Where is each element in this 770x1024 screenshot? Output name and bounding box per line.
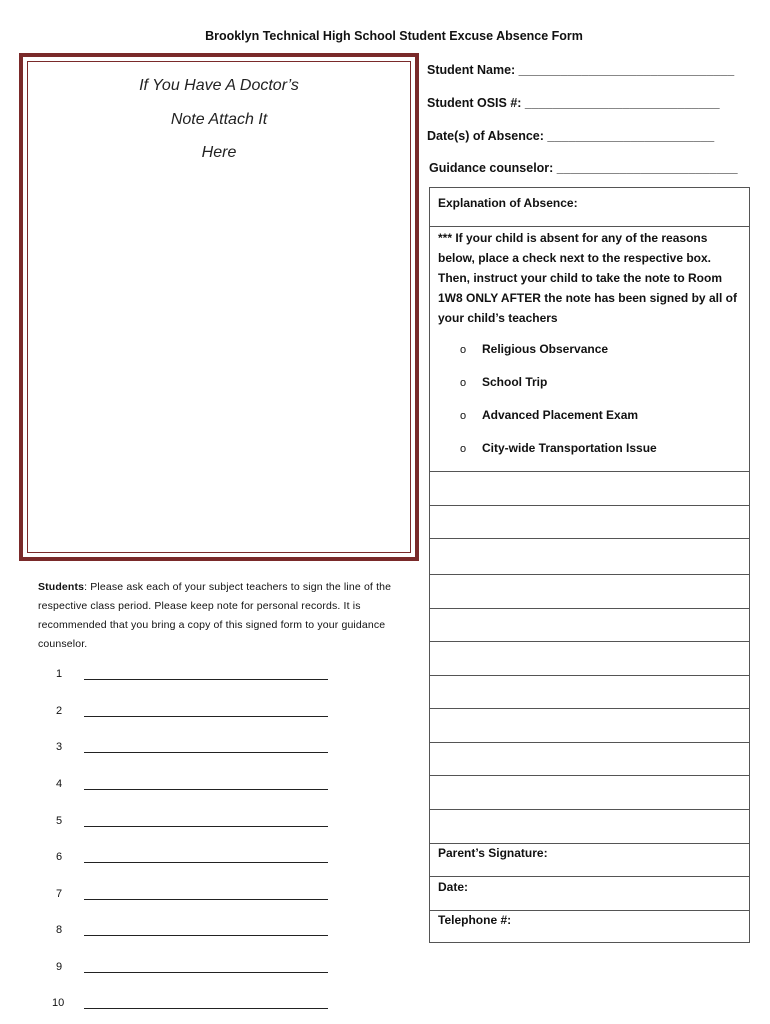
signature-underline[interactable]	[84, 996, 328, 1009]
writing-line[interactable]	[430, 471, 749, 472]
students-note-heading: Students	[38, 581, 85, 593]
signature-underline[interactable]	[84, 923, 328, 936]
explanation-label: Explanation of Absence:	[438, 196, 578, 210]
option-label: Advanced Placement Exam	[482, 408, 639, 422]
teacher-signature-line[interactable]	[56, 960, 328, 973]
teacher-signature-line[interactable]	[56, 704, 328, 717]
signature-underline[interactable]	[84, 814, 328, 827]
guidance-counselor-field[interactable]: Guidance counselor: __________________________	[429, 161, 738, 175]
signature-underline[interactable]	[84, 960, 328, 973]
writing-line[interactable]	[430, 708, 749, 709]
teacher-signature-line[interactable]	[56, 850, 328, 863]
period-number: 8	[56, 924, 63, 936]
checkbox-bullet-icon[interactable]: o	[460, 443, 467, 455]
row-divider	[430, 226, 749, 227]
doctor-note-line: Here	[201, 144, 237, 161]
teacher-signature-line[interactable]	[56, 887, 328, 900]
writing-line[interactable]	[430, 538, 749, 539]
signature-underline[interactable]	[84, 704, 328, 717]
student-osis-field[interactable]: Student OSIS #: ____________________________	[427, 96, 720, 110]
student-name-field[interactable]: Student Name: _______________________________	[427, 63, 735, 77]
doctor-note-line: Note Attach It	[170, 110, 268, 128]
option-city-wide-transportation-issue[interactable]	[460, 441, 657, 455]
period-number: 6	[56, 851, 63, 863]
parent-signature-label: Parent’s Signature:	[438, 846, 548, 860]
row-divider	[430, 910, 749, 911]
period-number: 4	[56, 778, 63, 790]
option-label: City-wide Transportation Issue	[482, 441, 657, 455]
period-number: 9	[56, 961, 63, 973]
explanation-box	[429, 187, 750, 943]
students-instructions	[38, 578, 418, 654]
writing-line[interactable]	[430, 641, 749, 642]
checkbox-bullet-icon[interactable]: o	[460, 377, 467, 389]
form-title: Brooklyn Technical High School Student Excuse Absence Form	[205, 29, 583, 43]
writing-line[interactable]	[430, 742, 749, 743]
teacher-signature-line[interactable]	[52, 996, 328, 1009]
period-number: 10	[52, 997, 65, 1009]
date-label: Date:	[438, 880, 469, 894]
teacher-signature-line[interactable]	[56, 740, 328, 753]
writing-line[interactable]	[430, 775, 749, 776]
checkbox-bullet-icon[interactable]: o	[460, 344, 467, 356]
option-label: Religious Observance	[482, 342, 609, 356]
doctor-note-line: If You Have A Doctor’s	[139, 77, 299, 94]
writing-line[interactable]	[430, 675, 749, 676]
writing-line[interactable]	[430, 608, 749, 609]
writing-line[interactable]	[430, 843, 749, 844]
students-note-text: : Please ask each of your subject teachers to sign the line of the respective class period. Please keep note for personal records. It is recommended that you bring a copy of this signed form to your guidance counselor.	[38, 581, 392, 650]
explanation-instructions: *** If your child is absent for any of the reasons below, place a check next to the respective box. Then, instruct your child to take the note to Room 1W8 ONLY AFTER the note has been signed by all of your child’s teachers	[438, 231, 737, 325]
teacher-signature-line[interactable]	[56, 777, 328, 790]
writing-line[interactable]	[430, 574, 749, 575]
signature-underline[interactable]	[84, 887, 328, 900]
writing-line[interactable]	[430, 505, 749, 506]
row-divider	[430, 876, 749, 877]
teacher-signature-line[interactable]	[56, 923, 328, 936]
option-school-trip[interactable]	[460, 375, 547, 389]
period-number: 3	[56, 741, 63, 753]
teacher-signature-line[interactable]	[56, 814, 328, 827]
doctor-note-attachment-area	[19, 53, 419, 561]
writing-line[interactable]	[430, 809, 749, 810]
signature-underline[interactable]	[84, 850, 328, 863]
option-advanced-placement-exam[interactable]	[460, 408, 638, 422]
teacher-signature-line[interactable]	[56, 667, 328, 680]
checkbox-bullet-icon[interactable]: o	[460, 410, 467, 422]
period-number: 5	[56, 815, 63, 827]
period-number: 2	[56, 705, 63, 717]
signature-underline[interactable]	[84, 777, 328, 790]
dates-of-absence-field[interactable]: Date(s) of Absence: ________________________	[427, 129, 715, 143]
doctor-note-instruction	[23, 69, 415, 170]
signature-underline[interactable]	[84, 667, 328, 680]
option-religious-observance[interactable]	[460, 342, 608, 356]
option-label: School Trip	[482, 375, 548, 389]
signature-underline[interactable]	[84, 740, 328, 753]
period-number: 7	[56, 888, 63, 900]
period-number: 1	[56, 668, 63, 680]
telephone-label: Telephone #:	[438, 913, 512, 927]
